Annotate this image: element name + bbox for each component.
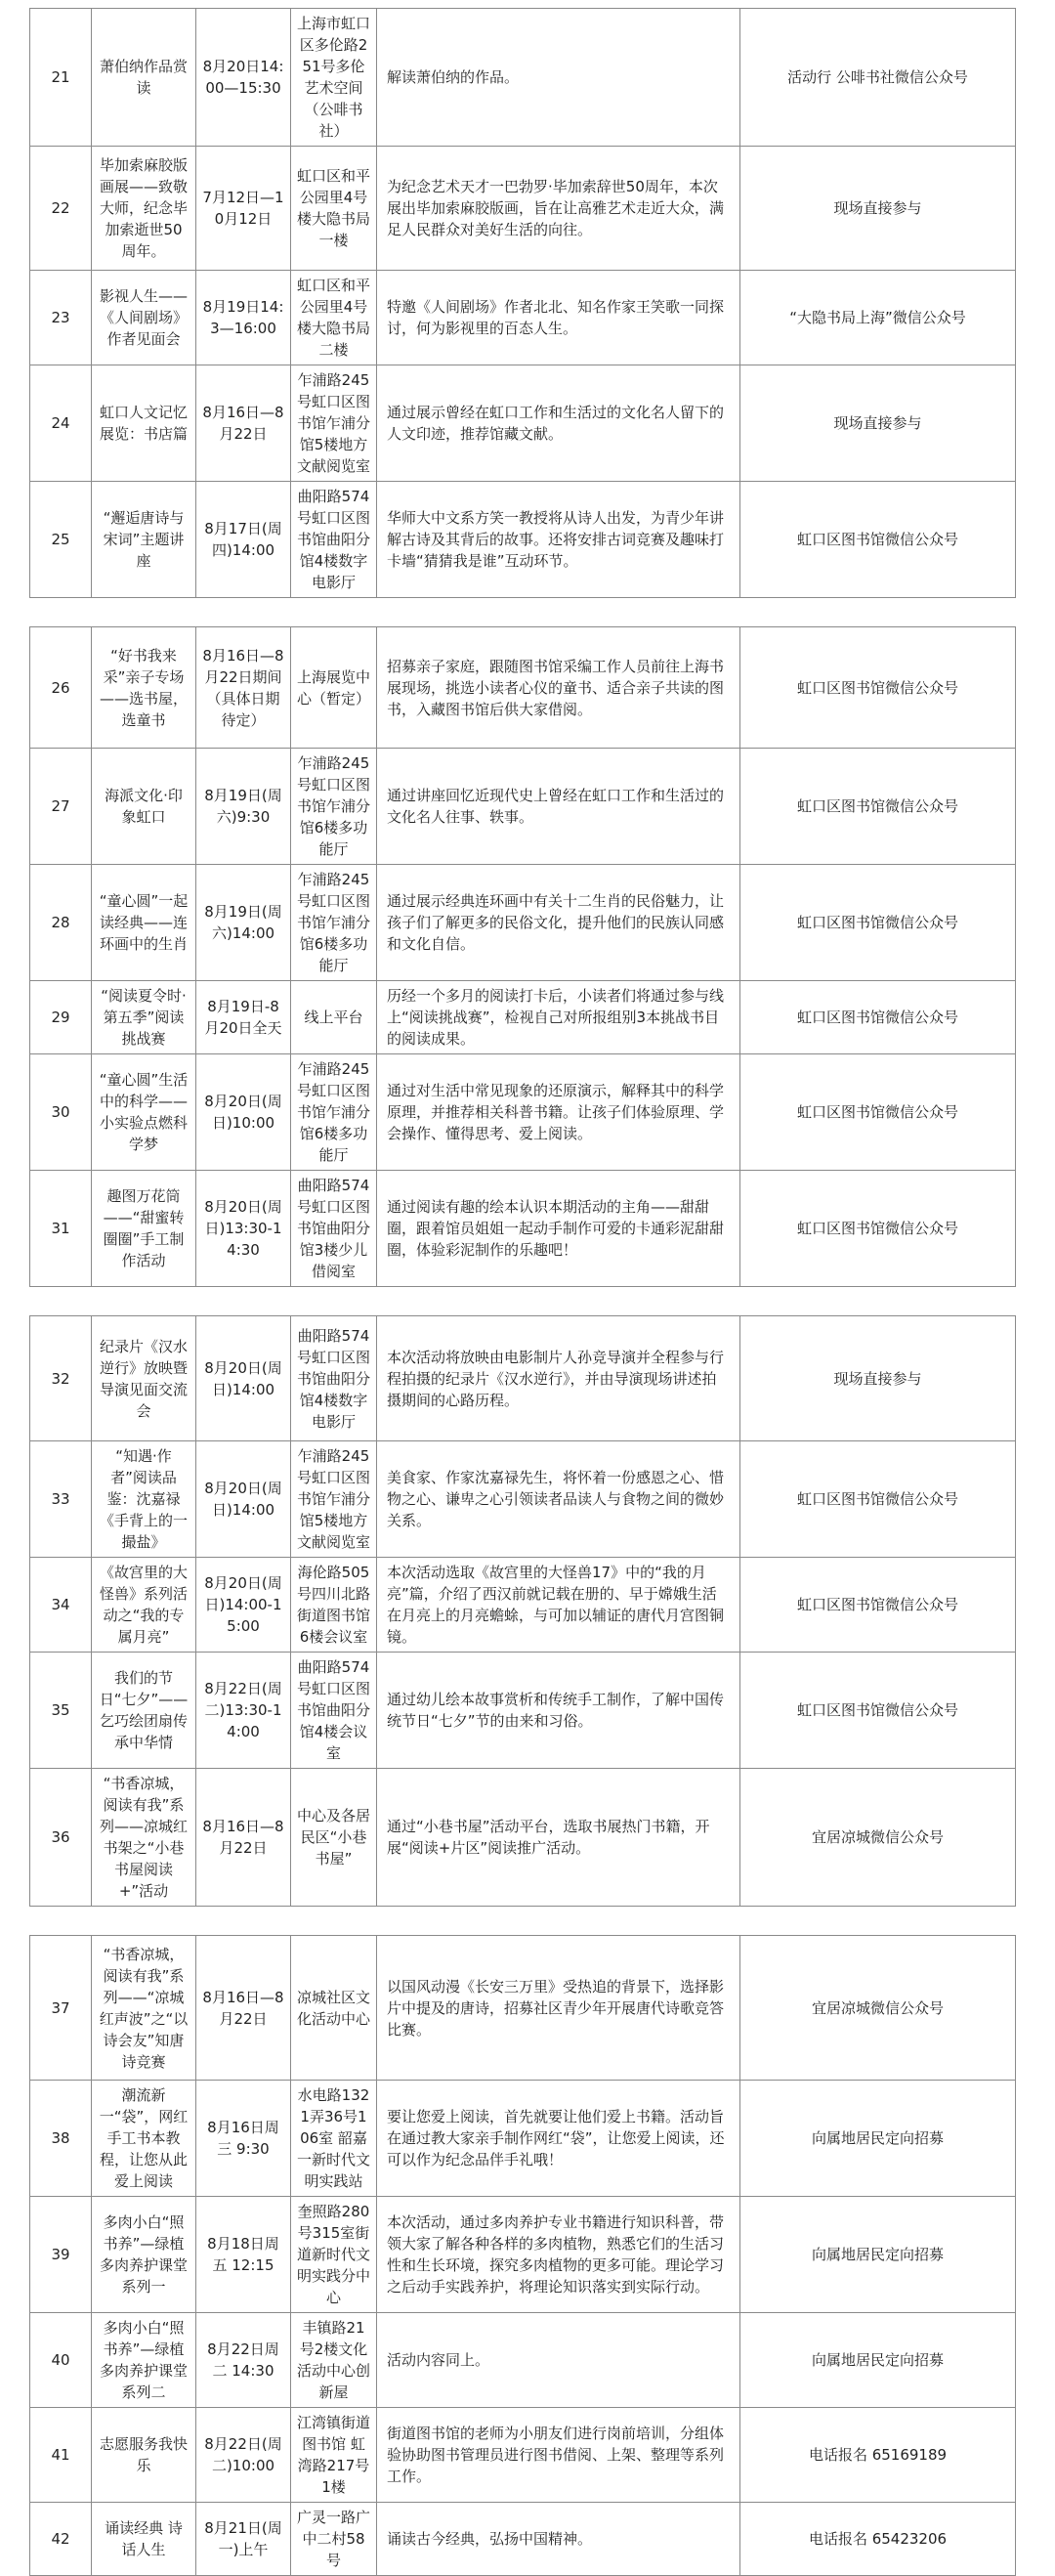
event-signup: 电话报名 65423206 bbox=[740, 2503, 1016, 2576]
event-number: 27 bbox=[30, 749, 92, 865]
event-name: 多肉小白“照书养”—绿植多肉养护课堂系列一 bbox=[92, 2197, 196, 2313]
event-description: 本次活动将放映由电影制片人孙竞导演并全程参与行程拍摄的纪录片《汉水逆行》，并由导演现场讲述拍摄期间的心路历程。 bbox=[377, 1316, 740, 1441]
event-description: 通过“小巷书屋”活动平台，选取书展热门书籍，开展“阅读+片区”阅读推广活动。 bbox=[377, 1769, 740, 1907]
event-description: 为纪念艺术天才一巴勃罗·毕加索辞世50周年，本次展出毕加索麻胶版画，旨在让高雅艺术走近大众，满足人民群众对美好生活的向往。 bbox=[377, 147, 740, 271]
event-venue: 中心及各居民区“小巷书屋” bbox=[291, 1769, 377, 1907]
event-venue: 虹口区和平公园里4号楼大隐书局一楼 bbox=[291, 147, 377, 271]
event-signup: 虹口区图书馆微信公众号 bbox=[740, 1441, 1016, 1558]
table-row bbox=[30, 2197, 1016, 2313]
event-number: 35 bbox=[30, 1653, 92, 1769]
event-time: 8月16日—8月22日期间（具体日期待定） bbox=[196, 627, 291, 749]
event-signup: “大隐书局上海”微信公众号 bbox=[740, 271, 1016, 365]
event-description: 街道图书馆的老师为小朋友们进行岗前培训，分组体验协助图书管理员进行图书借阅、上架、整理等系列工作。 bbox=[377, 2408, 740, 2503]
event-signup: 虹口区图书馆微信公众号 bbox=[740, 1653, 1016, 1769]
section-gap bbox=[30, 1287, 1016, 1316]
event-name: “书香凉城，阅读有我”系列——凉城红书架之“小巷书屋阅读+”活动 bbox=[92, 1769, 196, 1907]
table-row bbox=[30, 1558, 1016, 1653]
event-signup: 宜居凉城微信公众号 bbox=[740, 1936, 1016, 2081]
event-signup: 宜居凉城微信公众号 bbox=[740, 1769, 1016, 1907]
event-name: “知遇·作者”阅读品鉴：沈嘉禄《手背上的一撮盐》 bbox=[92, 1441, 196, 1558]
event-venue: 曲阳路574号虹口区图书馆曲阳分馆4楼数字电影厅 bbox=[291, 1316, 377, 1441]
event-time: 8月20日(周日)10:00 bbox=[196, 1054, 291, 1171]
event-description: 华师大中文系方笑一教授将从诗人出发，为青少年讲解古诗及其背后的故事。还将安排古词竞赛及趣味打卡墙“猜猜我是谁”互动环节。 bbox=[377, 482, 740, 598]
event-name: 《故宫里的大怪兽》系列活动之“我的专属月亮” bbox=[92, 1558, 196, 1653]
event-table bbox=[29, 8, 1016, 2576]
event-time: 8月19日(周六)14:00 bbox=[196, 865, 291, 981]
event-number: 38 bbox=[30, 2081, 92, 2197]
event-number: 33 bbox=[30, 1441, 92, 1558]
event-venue: 乍浦路245号虹口区图书馆乍浦分馆5楼地方文献阅览室 bbox=[291, 365, 377, 482]
event-signup: 活动行 公啡书社微信公众号 bbox=[740, 9, 1016, 147]
event-number: 36 bbox=[30, 1769, 92, 1907]
event-number: 25 bbox=[30, 482, 92, 598]
event-description: 诵读古今经典，弘扬中国精神。 bbox=[377, 2503, 740, 2576]
event-venue: 丰镇路21号2楼文化活动中心创新屋 bbox=[291, 2313, 377, 2408]
table-row bbox=[30, 627, 1016, 749]
event-signup: 虹口区图书馆微信公众号 bbox=[740, 981, 1016, 1054]
event-name: 纪录片《汉水逆行》放映暨导演见面交流会 bbox=[92, 1316, 196, 1441]
event-time: 8月19日(周六)9:30 bbox=[196, 749, 291, 865]
table-row bbox=[30, 1936, 1016, 2081]
event-time: 8月16日周三 9:30 bbox=[196, 2081, 291, 2197]
table-row bbox=[30, 2081, 1016, 2197]
event-signup: 虹口区图书馆微信公众号 bbox=[740, 1558, 1016, 1653]
event-time: 8月19日-8月20日全天 bbox=[196, 981, 291, 1054]
event-time: 8月22日周二 14:30 bbox=[196, 2313, 291, 2408]
event-number: 31 bbox=[30, 1171, 92, 1287]
event-description: 通过展示曾经在虹口工作和生活过的文化名人留下的人文印迹，推荐馆藏文献。 bbox=[377, 365, 740, 482]
event-description: 通过讲座回忆近现代史上曾经在虹口工作和生活过的文化名人往事、轶事。 bbox=[377, 749, 740, 865]
event-name: “阅读夏令时·第五季”阅读挑战赛 bbox=[92, 981, 196, 1054]
event-venue: 广灵一路广中二村58号 bbox=[291, 2503, 377, 2576]
event-description: 通过展示经典连环画中有关十二生肖的民俗魅力，让孩子们了解更多的民俗文化，提升他们的民族认同感和文化自信。 bbox=[377, 865, 740, 981]
event-schedule bbox=[29, 8, 1016, 2576]
event-venue: 奎照路280号315室街道新时代文明实践分中心 bbox=[291, 2197, 377, 2313]
event-description: 通过对生活中常见现象的还原演示，解释其中的科学原理，并推荐相关科普书籍。让孩子们体验原理、学会操作、懂得思考、爱上阅读。 bbox=[377, 1054, 740, 1171]
event-time: 8月20日(周日)14:00-15:00 bbox=[196, 1558, 291, 1653]
event-number: 42 bbox=[30, 2503, 92, 2576]
event-description: 本次活动，通过多肉养护专业书籍进行知识科普，带领大家了解各种各样的多肉植物，熟悉它们的生活习性和生长环境，探究多肉植物的更多可能。理论学习之后动手实践养护，将理论知识落实到实际行动。 bbox=[377, 2197, 740, 2313]
table-row bbox=[30, 271, 1016, 365]
event-table-body bbox=[30, 9, 1016, 2576]
event-venue: 江湾镇街道图书馆 虹湾路217号1楼 bbox=[291, 2408, 377, 2503]
section-gap bbox=[30, 598, 1016, 627]
event-name: 虹口人文记忆展览：书店篇 bbox=[92, 365, 196, 482]
table-row bbox=[30, 981, 1016, 1054]
event-number: 26 bbox=[30, 627, 92, 749]
event-venue: 曲阳路574号虹口区图书馆曲阳分馆3楼少儿借阅室 bbox=[291, 1171, 377, 1287]
table-row bbox=[30, 1653, 1016, 1769]
event-description: 活动内容同上。 bbox=[377, 2313, 740, 2408]
event-venue: 乍浦路245号虹口区图书馆乍浦分馆6楼多功能厅 bbox=[291, 749, 377, 865]
event-number: 41 bbox=[30, 2408, 92, 2503]
event-time: 8月22日(周二)13:30-14:00 bbox=[196, 1653, 291, 1769]
event-name: 我们的节日“七夕”——乞巧绘团扇传承中华情 bbox=[92, 1653, 196, 1769]
event-name: “童心圆”一起读经典——连环画中的生肖 bbox=[92, 865, 196, 981]
table-row bbox=[30, 482, 1016, 598]
event-signup: 电话报名 65169189 bbox=[740, 2408, 1016, 2503]
event-venue: 曲阳路574号虹口区图书馆曲阳分馆4楼会议室 bbox=[291, 1653, 377, 1769]
event-number: 30 bbox=[30, 1054, 92, 1171]
event-signup: 虹口区图书馆微信公众号 bbox=[740, 627, 1016, 749]
table-row bbox=[30, 1769, 1016, 1907]
event-time: 8月20日14:00—15:30 bbox=[196, 9, 291, 147]
table-row bbox=[30, 749, 1016, 865]
event-number: 37 bbox=[30, 1936, 92, 2081]
event-name: 海派文化·印象虹口 bbox=[92, 749, 196, 865]
event-signup: 向属地居民定向招募 bbox=[740, 2197, 1016, 2313]
event-name: “童心圆”生活中的科学——小实验点燃科学梦 bbox=[92, 1054, 196, 1171]
event-signup: 向属地居民定向招募 bbox=[740, 2313, 1016, 2408]
event-name: 潮流新一“袋”，网红手工书本教程，让您从此爱上阅读 bbox=[92, 2081, 196, 2197]
event-signup: 虹口区图书馆微信公众号 bbox=[740, 1171, 1016, 1287]
table-row bbox=[30, 9, 1016, 147]
event-name: 诵读经典 诗话人生 bbox=[92, 2503, 196, 2576]
event-venue: 乍浦路245号虹口区图书馆乍浦分馆5楼地方文献阅览室 bbox=[291, 1441, 377, 1558]
event-number: 34 bbox=[30, 1558, 92, 1653]
event-time: 8月20日(周日)13:30-14:30 bbox=[196, 1171, 291, 1287]
event-number: 39 bbox=[30, 2197, 92, 2313]
event-time: 8月20日(周日)14:00 bbox=[196, 1441, 291, 1558]
event-signup: 虹口区图书馆微信公众号 bbox=[740, 749, 1016, 865]
event-signup: 现场直接参与 bbox=[740, 147, 1016, 271]
event-time: 8月20日(周日)14:00 bbox=[196, 1316, 291, 1441]
table-row bbox=[30, 1171, 1016, 1287]
event-name: “好书我来采”亲子专场——选书屋，选童书 bbox=[92, 627, 196, 749]
event-description: 要让您爱上阅读，首先就要让他们爱上书籍。活动旨在通过教大家亲手制作网红“袋”，让您爱上阅读，还可以作为纪念品伴手礼哦！ bbox=[377, 2081, 740, 2197]
event-number: 28 bbox=[30, 865, 92, 981]
event-venue: 乍浦路245号虹口区图书馆乍浦分馆6楼多功能厅 bbox=[291, 1054, 377, 1171]
table-row bbox=[30, 1054, 1016, 1171]
event-venue: 上海展览中心（暂定） bbox=[291, 627, 377, 749]
table-row bbox=[30, 865, 1016, 981]
event-number: 22 bbox=[30, 147, 92, 271]
event-venue: 线上平台 bbox=[291, 981, 377, 1054]
event-description: 通过幼儿绘本故事赏析和传统手工制作，了解中国传统节日“七夕”节的由来和习俗。 bbox=[377, 1653, 740, 1769]
event-name: “书香凉城，阅读有我”系列——“凉城红声波”之“以诗会友”知唐诗竞赛 bbox=[92, 1936, 196, 2081]
event-number: 29 bbox=[30, 981, 92, 1054]
event-description: 招募亲子家庭，跟随图书馆采编工作人员前往上海书展现场，挑选小读者心仪的童书、适合亲子共读的图书，入藏图书馆后供大家借阅。 bbox=[377, 627, 740, 749]
event-number: 40 bbox=[30, 2313, 92, 2408]
event-signup: 现场直接参与 bbox=[740, 1316, 1016, 1441]
event-time: 8月19日14:3—16:00 bbox=[196, 271, 291, 365]
event-time: 8月18日周五 12:15 bbox=[196, 2197, 291, 2313]
event-venue: 曲阳路574号虹口区图书馆曲阳分馆4楼数字电影厅 bbox=[291, 482, 377, 598]
table-row bbox=[30, 2503, 1016, 2576]
event-signup: 现场直接参与 bbox=[740, 365, 1016, 482]
event-name: 志愿服务我快乐 bbox=[92, 2408, 196, 2503]
event-name: 影视人生——《人间剧场》作者见面会 bbox=[92, 271, 196, 365]
event-signup: 虹口区图书馆微信公众号 bbox=[740, 1054, 1016, 1171]
event-number: 24 bbox=[30, 365, 92, 482]
event-name: 多肉小白“照书养”—绿植多肉养护课堂系列二 bbox=[92, 2313, 196, 2408]
event-name: “邂逅唐诗与宋词”主题讲座 bbox=[92, 482, 196, 598]
event-time: 8月16日—8月22日 bbox=[196, 1936, 291, 2081]
event-time: 8月21日(周一)上午 bbox=[196, 2503, 291, 2576]
event-signup: 虹口区图书馆微信公众号 bbox=[740, 482, 1016, 598]
table-row bbox=[30, 365, 1016, 482]
event-time: 8月16日—8月22日 bbox=[196, 365, 291, 482]
event-time: 7月12日—10月12日 bbox=[196, 147, 291, 271]
event-signup: 虹口区图书馆微信公众号 bbox=[740, 865, 1016, 981]
event-name: 趣图万花筒——“甜蜜转圈圈”手工制作活动 bbox=[92, 1171, 196, 1287]
event-name: 萧伯纳作品赏读 bbox=[92, 9, 196, 147]
table-row bbox=[30, 1316, 1016, 1441]
event-description: 特邀《人间剧场》作者北北、知名作家王笑歌一同探讨，何为影视里的百态人生。 bbox=[377, 271, 740, 365]
event-time: 8月17日(周四)14:00 bbox=[196, 482, 291, 598]
event-venue: 海伦路505号四川北路街道图书馆6楼会议室 bbox=[291, 1558, 377, 1653]
event-venue: 乍浦路245号虹口区图书馆乍浦分馆6楼多功能厅 bbox=[291, 865, 377, 981]
event-number: 23 bbox=[30, 271, 92, 365]
table-row bbox=[30, 147, 1016, 271]
event-description: 通过阅读有趣的绘本认识本期活动的主角——甜甜圈，跟着馆员姐姐一起动手制作可爱的卡通彩泥甜甜圈，体验彩泥制作的乐趣吧！ bbox=[377, 1171, 740, 1287]
event-description: 本次活动选取《故宫里的大怪兽17》中的“我的月亮”篇，介绍了西汉前就记载在册的、早于嫦娥生活在月亮上的月亮蟾蜍，与可加以辅证的唐代月宫图铜镜。 bbox=[377, 1558, 740, 1653]
event-description: 以国风动漫《长安三万里》受热追的背景下，选择影片中提及的唐诗，招募社区青少年开展唐代诗歌竞答比赛。 bbox=[377, 1936, 740, 2081]
section-gap bbox=[30, 1907, 1016, 1936]
event-time: 8月16日—8月22日 bbox=[196, 1769, 291, 1907]
event-venue: 虹口区和平公园里4号楼大隐书局二楼 bbox=[291, 271, 377, 365]
event-description: 历经一个多月的阅读打卡后，小读者们将通过参与线上“阅读挑战赛”，检视自己对所报组别3本挑战书目的阅读成果。 bbox=[377, 981, 740, 1054]
event-venue: 凉城社区文化活动中心 bbox=[291, 1936, 377, 2081]
event-description: 美食家、作家沈嘉禄先生，将怀着一份感恩之心、惜物之心、谦卑之心引领读者品读人与食物之间的微妙关系。 bbox=[377, 1441, 740, 1558]
event-name: 毕加索麻胶版画展——致敬大师，纪念毕加索逝世50周年。 bbox=[92, 147, 196, 271]
event-signup: 向属地居民定向招募 bbox=[740, 2081, 1016, 2197]
table-row bbox=[30, 1441, 1016, 1558]
event-description: 解读萧伯纳的作品。 bbox=[377, 9, 740, 147]
event-venue: 上海市虹口区多伦路251号多伦艺术空间（公啡书社） bbox=[291, 9, 377, 147]
event-number: 32 bbox=[30, 1316, 92, 1441]
table-row bbox=[30, 2313, 1016, 2408]
event-time: 8月22日(周二)10:00 bbox=[196, 2408, 291, 2503]
event-venue: 水电路1321弄36号106室 韶嘉一新时代文明实践站 bbox=[291, 2081, 377, 2197]
event-number: 21 bbox=[30, 9, 92, 147]
table-row bbox=[30, 2408, 1016, 2503]
